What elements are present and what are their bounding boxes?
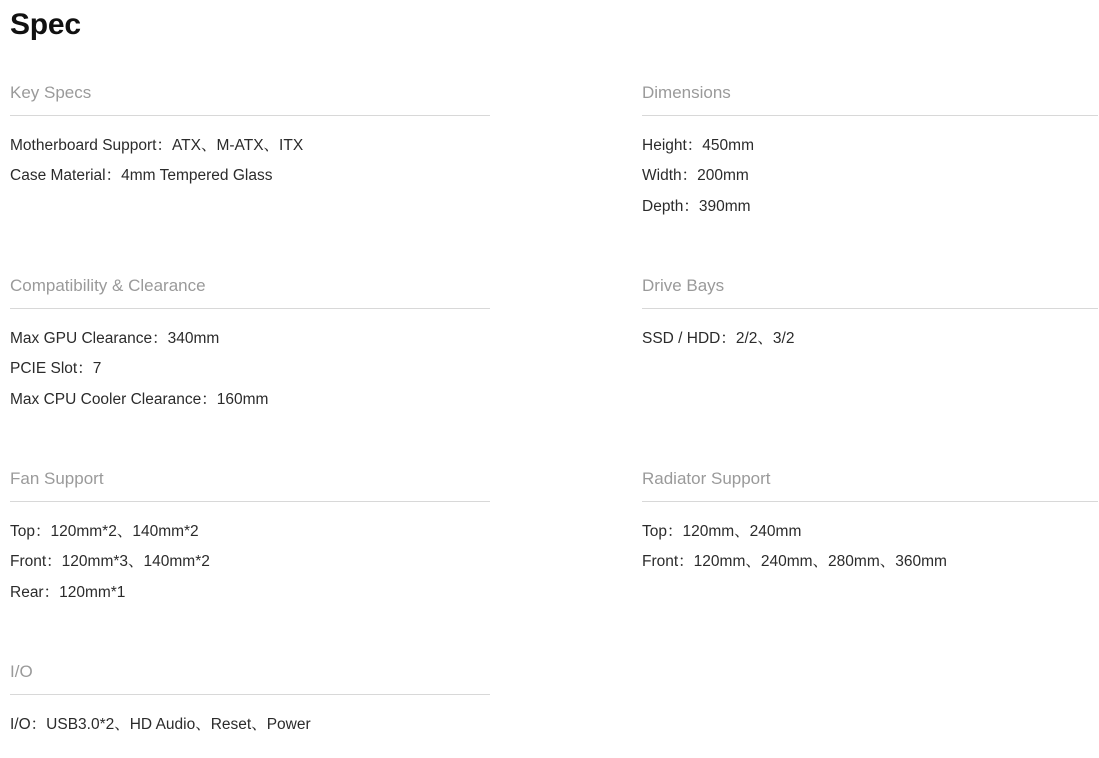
spec-line: Front：120mm*3、140mm*2	[10, 553, 210, 571]
spec-line: I/O：USB3.0*2、HD Audio、Reset、Power	[10, 716, 311, 734]
spec-line: Height：450mm	[642, 137, 754, 155]
section-heading-compatibility-clearance: Compatibility & Clearance	[10, 275, 490, 309]
section-heading-key-specs: Key Specs	[10, 82, 490, 116]
section-key-specs	[10, 82, 490, 192]
section-heading-fan-support: Fan Support	[10, 468, 490, 502]
spec-line: Rear：120mm*1	[10, 583, 126, 601]
spec-line: PCIE Slot：7	[10, 360, 102, 378]
section-io	[10, 661, 490, 740]
section-heading-io: I/O	[10, 661, 490, 695]
section-radiator-support	[642, 468, 1098, 578]
section-body-fan-support	[10, 502, 490, 608]
spec-line: Case Material：4mm Tempered Glass	[10, 167, 273, 185]
section-heading-radiator-support: Radiator Support	[642, 468, 1098, 502]
section-body-dimensions	[642, 116, 1098, 222]
section-body-compatibility-clearance	[10, 309, 490, 415]
section-body-drive-bays	[642, 309, 1098, 354]
section-fan-support	[10, 468, 490, 608]
spec-line: Max GPU Clearance：340mm	[10, 330, 220, 348]
spec-line: Motherboard Support：ATX、M-ATX、ITX	[10, 137, 304, 155]
spec-line: Front：120mm、240mm、280mm、360mm	[642, 553, 947, 571]
section-body-io	[10, 695, 490, 740]
spec-line: Depth：390mm	[642, 197, 751, 215]
section-heading-drive-bays: Drive Bays	[642, 275, 1098, 309]
section-dimensions	[642, 82, 1098, 222]
spec-line: Top：120mm*2、140mm*2	[10, 523, 199, 541]
spec-line: Width：200mm	[642, 167, 749, 185]
section-heading-dimensions: Dimensions	[642, 82, 1098, 116]
section-drive-bays	[642, 275, 1098, 354]
section-compatibility-clearance	[10, 275, 490, 415]
section-body-key-specs	[10, 116, 490, 191]
page-title: Spec	[10, 8, 81, 41]
spec-line: SSD / HDD：2/2、3/2	[642, 330, 795, 348]
spec-line: Top：120mm、240mm	[642, 523, 802, 541]
section-body-radiator-support	[642, 502, 1098, 577]
spec-line: Max CPU Cooler Clearance：160mm	[10, 390, 269, 408]
